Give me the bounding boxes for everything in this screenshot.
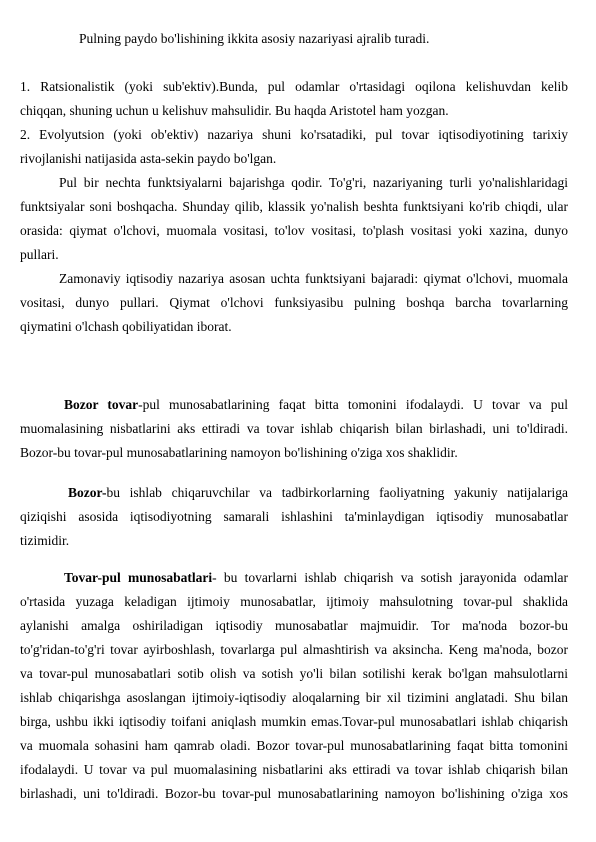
text-line: qiymatini o'lchash qobiliyatidan iborat. <box>20 319 232 334</box>
text-line: Zamonaviy iqtisodiy nazariya asosan uchta funktsiyani bajaradi: qiymat o'lchovi, muomala <box>59 271 568 286</box>
text-line: o'rtasida yuzaga keladigan ijtimoiy munosabatlar, ijtimoiy mahsulotning tovar-pul shaklida <box>20 594 568 609</box>
text-line <box>20 570 568 586</box>
text-line: 1. Ratsionalistik (yoki sub'ektiv).Bunda, pul odamlar o'rtasidagi oqilona kelishuvdan kelib <box>20 79 568 94</box>
text-line: vositasi, dunyo pullari. Qiymat o'lchovi funksiyasibu pulning boshqa barcha tovarlarning <box>20 295 568 310</box>
text-line: tizimidir. <box>20 533 70 548</box>
text-line: chiqqan, shuning uchun u kelishuv mahsulidir. Bu haqda Aristotel ham yozgan. <box>20 103 449 118</box>
bold-term: Tovar-pul munosabatlari <box>64 570 213 585</box>
text-line: pullari. <box>20 247 59 262</box>
text-line: va tovar-pul munosabatlari sotib olish va sotish yo'li bilan sotilishi kerak bo'lgan mahsulotlarni <box>20 666 568 681</box>
text-line: muomalasining nisbatlarini aks ettiradi va tovar ishlab chiqarish bilan birlashadi, uni to'ldiradi. <box>20 421 568 436</box>
bold-term: Bozor- <box>68 485 107 500</box>
text-line: birga, ushbu ikki iqtisodiy toifani aniqlash mumkin emas.Tovar-pul munosabatlari ishlab chiqarish <box>20 714 568 729</box>
text-run: -pul munosabatlarining faqat bitta tomonini ifodalaydi. U tovar va pul <box>138 397 568 412</box>
text-line: Pul bir nechta funktsiyalarni bajarishga qodir. To'g'ri, nazariyaning turli yo'nalishlaridagi <box>59 175 568 190</box>
text-line: to'g'ridan-to'g'ri tovar ayirboshlash, tovarlarga pul almashtirish va aksincha. Keng ma'noda, bozor <box>20 642 568 657</box>
text-line: ifodalaydi. U tovar va pul muomalasining nisbatlarini aks ettiradi va tovar ishlab chiqarish bilan <box>20 762 568 777</box>
text-run: - bu tovarlarni ishlab chiqarish va sotish jarayonida odamlar <box>212 570 568 585</box>
text-line: aylanishi amalga oshiriladigan iqtisodiy munosabatlar majmuidir. Tor ma'noda bozor-bu <box>20 618 568 633</box>
text-line: va muomala sohasini ham qamrab oladi. Bozor tovar-pul munosabatlarining faqat bitta tomonini <box>20 738 568 753</box>
text-line: funktsiyalar soni boshqacha. Shunday qilib, klassik yo'nalish beshta funktsiyani ko'rib chiqdi, ular <box>20 199 568 214</box>
intro-heading: Pulning paydo bo'lishining ikkita asosiy nazariyasi ajralib turadi. <box>79 31 430 46</box>
text-line <box>20 485 568 501</box>
text-line: rivojlanishi natijasida asta-sekin paydo bo'lgan. <box>20 151 277 166</box>
text-line: ishlab chiqarishga asoslangan ijtimoiy-iqtisodiy aloqalarning bir xil tizimini anglatadi. Shu bilan <box>20 690 568 705</box>
text-line: birlashadi, uni to'ldiradi. Bozor-bu tovar-pul munosabatlarining namoyon bo'lishining o'ziga xos <box>20 786 568 801</box>
text-line <box>20 397 568 413</box>
text-line: orasida: qiymat o'lchovi, muomala vositasi, to'lov vositasi, to'plash vositasi yoki xazina, dunyo <box>20 223 568 238</box>
text-line: qiziqishi asosida iqtisodiyotning samarali ishlashini ta'minlaydigan iqtisodiy munosabatlar <box>20 509 568 524</box>
text-run: bu ishlab chiqaruvchilar va tadbirkorlarning faoliyatning yakuniy natijalariga <box>106 485 568 500</box>
bold-term: Bozor tovar <box>64 397 139 412</box>
text-line: 2. Evolyutsion (yoki ob'ektiv) nazariya shuni ko'rsatadiki, pul tovar iqtisodiyotining tarixiy <box>20 127 568 142</box>
text-line: Bozor-bu tovar-pul munosabatlarining namoyon bo'lishining o'ziga xos shaklidir. <box>20 445 458 460</box>
